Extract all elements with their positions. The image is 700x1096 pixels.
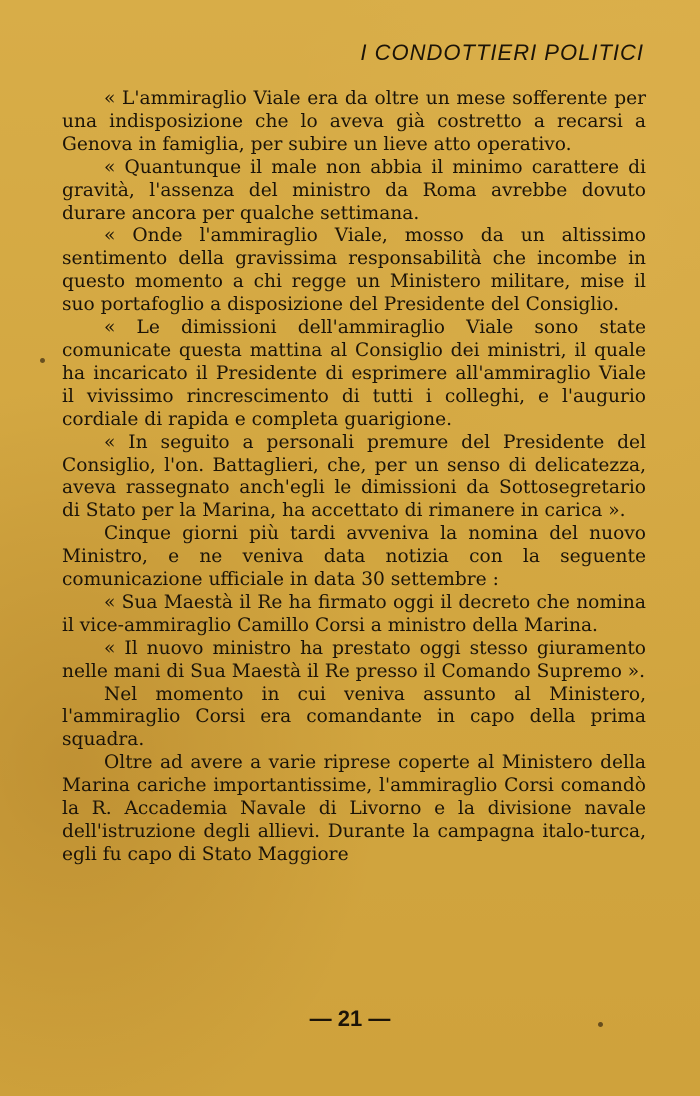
- paragraph: « Sua Maestà il Re ha firmato oggi il decreto che nomina il vice-ammiraglio Camillo Corsi a ministro della Marina.: [62, 591, 646, 636]
- paragraph: Nel momento in cui veniva assunto al Ministero, l'ammiraglio Corsi era comandante in capo della prima squadra.: [62, 683, 646, 751]
- paragraph: Oltre ad avere a varie riprese coperte al Ministero della Marina cariche importantissime, l'ammiraglio Corsi comandò la R. Accademia Navale di Livorno e la divisione navale dell'istruzione degli allievi. Durante la campagna italo-turca, egli fu capo di Stato Maggiore: [62, 752, 646, 865]
- paragraph: « L'ammiraglio Viale era da oltre un mese sofferente per una indisposizione che lo aveva già costretto a recarsi a Genova in famiglia, per subire un lieve atto operativo.: [62, 88, 646, 155]
- ink-speck: [598, 1022, 603, 1027]
- paragraph: « Quantunque il male non abbia il minimo carattere di gravità, l'assenza del ministro da Roma avrebbe dovuto durare ancora per qualche settimana.: [62, 156, 646, 224]
- page-number: — 21 —: [309, 1006, 391, 1031]
- paragraph: « In seguito a personali premure del Presidente del Consiglio, l'on. Battaglieri, che, per un senso di delicatezza, aveva rassegnato anch'egli le dimissioni da Sottosegretario di Stato per la Marina, ha accettato di rimanere in carica ».: [62, 431, 646, 522]
- paragraph: « Il nuovo ministro ha prestato oggi stesso giuramento nelle mani di Sua Maestà il Re presso il Comando Supremo ».: [62, 637, 646, 682]
- paragraph: Cinque giorni più tardi avveniva la nomina del nuovo Ministro, e ne veniva data notizia con la seguente comunicazione ufficiale in data 30 settembre :: [62, 523, 646, 591]
- ink-speck: [40, 358, 45, 363]
- paragraph: « Le dimissioni dell'ammiraglio Viale sono state comunicate questa mattina al Consiglio dei ministri, il quale ha incaricato il Presidente di esprimere all'ammiraglio Viale il vivissimo rincrescimento di tutti i colleghi, e l'augurio cordiale di rapida e completa guarigione.: [62, 317, 646, 430]
- running-head: I CONDOTTIERI POLITICI: [360, 40, 644, 65]
- paragraph: « Onde l'ammiraglio Viale, mosso da un altissimo sentimento della gravissima responsabilità che incombe in questo momento a chi regge un Ministero militare, mise il suo portafoglio a disposizione del Presidente del Consiglio.: [62, 225, 646, 316]
- body-text: [62, 88, 646, 867]
